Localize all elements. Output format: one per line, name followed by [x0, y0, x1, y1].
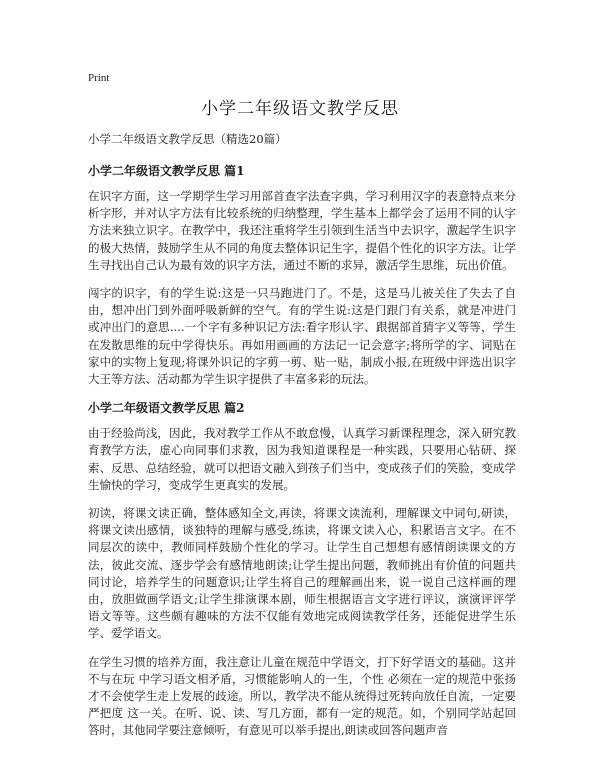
document-subtitle: 小学二年级语文教学反思（精选20篇）: [88, 132, 287, 146]
paragraph: 初读，将课文读正确，整体感知全文,再读，将课文读流利，理解课文中词句,研读，将课文读出感情，谈独特的理解与感受,练读，将课文读入心，积累语言文字。在不同层次的读中，教师同样鼓励个性化的学习。让学生自己想想有感情朗读课文的方法，彼此交流、逐步学会有感情地朗读;让学生提出问题，教师挑出有价值的问题共同讨论，培养学生的问题意识;让学生将自己的理解画出来，说一说自己这样画的理由，放胆做画学语文;让学生排演课本剧，师生根据语言文字进行评议，演演评评学语文等等。这些颇有趣味的方法不仅能有效地完成阅读教学任务，还能促进学生乐学、爱学语文。: [88, 506, 516, 641]
document-body: [88, 130, 516, 751]
print-link[interactable]: Print: [88, 72, 110, 84]
section-heading: 小学二年级语文教学反思 篇2: [88, 401, 245, 416]
document-title: 小学二年级语文教学反思: [201, 99, 399, 119]
paragraph: 由于经验尚浅，因此，我对教学工作从不敢怠慢，认真学习新课程理念，深入研究教育教学方法，虚心向同事们求教，因为我知道课程是一种实践，只要用心钻研、探索、反思、总结经验，就可以把语文融入到孩子们当中，变成孩子们的笑脸，变成学生愉快的学习，变成学生更真实的发展。: [88, 426, 516, 492]
paragraph: 在学生习惯的培养方面，我注意让儿童在规范中学语文，打下好学语文的基础。这并不与在玩 中学习语文相矛盾，习惯能影响人的一生，个性 必须在一定的规范中张扬才不会使学生走上发展的歧途。所以，教学决不能从统得过死转向放任自流，一定要严把度 这一关。在听、说、读、写几方面，都有一定的规范。如，个别同学站起回答时，其他同学要注意倾听，有意见可以举手提出,朗读或回答问题声音: [88, 654, 516, 738]
section-heading: 小学二年级语文教学反思 篇1: [88, 164, 245, 178]
paragraph: 闯字的识字，有的学生说:这是一只马跑进门了。不是，这是马儿被关住了失去了自由，想冲出门到外面呼吸新鲜的空气。有的学生说:这是门跟门有关系，就是冲进门或冲出门的意思....一个字有多种识记方法:看字形认字、跟据部首猜字义等等，学生在发散思维的玩中学得快乐。再如用画画的方法记一记会意字;将所学的字、词贴在家中的实物上复现;将课外识记的字剪一剪、贴一贴，制成小报,在班级中评选出识字大王等方法、活动都为学生识字提供了丰富多彩的玩法。: [88, 286, 516, 387]
paragraph: 在识字方面，这一学期学生学习用部首查字法查字典，学习利用汉字的表意特点来分析字形，并对认字方法有比较系统的归纳整理，学生基本上都学会了运用不同的认字方法来独立识字。在教学中，我还注重将学生引领到生活当中去识字，激起学生识字的极大热情，鼓励学生从不同的角度去整体识记生字，提倡个性化的识字方法。让学生寻找出自己认为最有效的识字方法，通过不断的求异，激活学生思维，玩出价值。: [88, 189, 516, 272]
